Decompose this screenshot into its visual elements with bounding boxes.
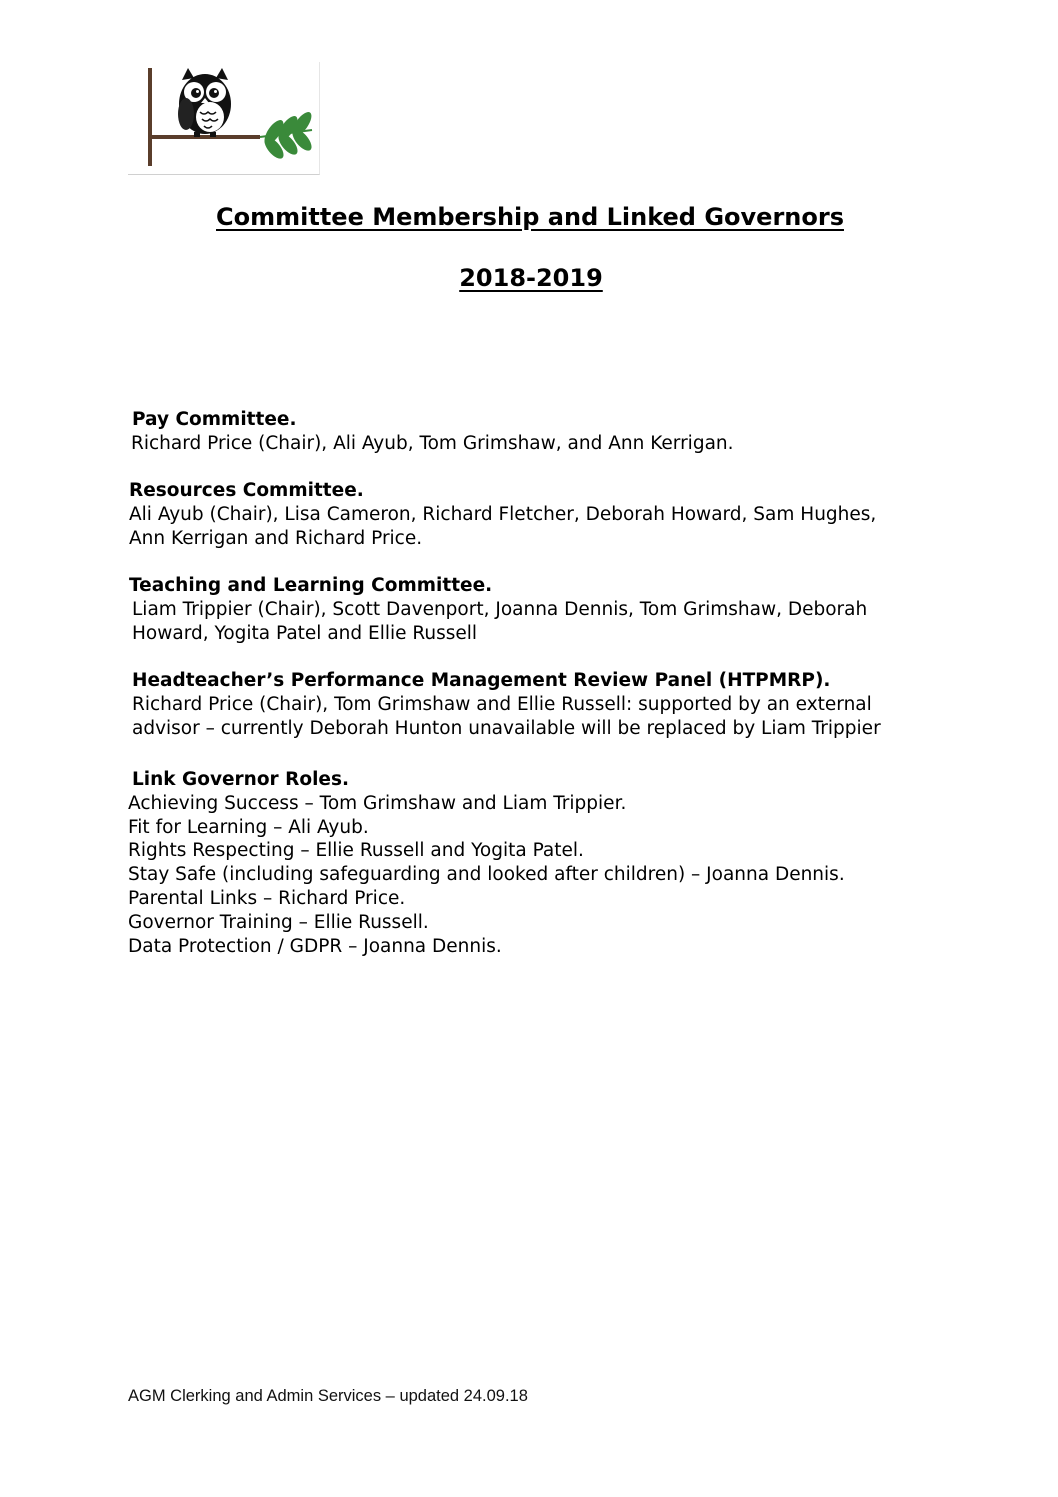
page-footer: AGM Clerking and Admin Services – updated 24.09.18 — [128, 1387, 528, 1405]
section-heading: Teaching and Learning Committee. — [129, 575, 493, 596]
pay-committee-section — [132, 408, 734, 456]
section-heading: Resources Committee. — [129, 480, 364, 501]
owl-branch-logo — [128, 62, 320, 175]
htpmrp-section — [132, 669, 881, 740]
section-line: Rights Respecting – Ellie Russell and Yogita Patel. — [128, 840, 584, 862]
section-line: Richard Price (Chair), Tom Grimshaw and Ellie Russell: supported by an external — [132, 693, 872, 715]
document-year: 2018-2019 — [459, 264, 603, 292]
section-line: advisor – currently Deborah Hunton unavailable will be replaced by Liam Trippier — [132, 717, 881, 739]
section-heading: Link Governor Roles. — [132, 769, 349, 790]
resources-committee-section — [129, 479, 876, 550]
section-line: Governor Training – Ellie Russell. — [128, 911, 429, 933]
owl-icon — [128, 62, 318, 174]
section-line: Data Protection / GDPR – Joanna Dennis. — [128, 935, 502, 957]
teaching-learning-committee-section — [129, 574, 867, 645]
section-line: Richard Price (Chair), Ali Ayub, Tom Grimshaw, and Ann Kerrigan. — [131, 432, 734, 454]
section-line: Stay Safe (including safeguarding and looked after children) – Joanna Dennis. — [128, 864, 845, 886]
link-governor-roles-section — [128, 768, 845, 958]
section-heading: Headteacher’s Performance Management Review Panel (HTPMRP). — [132, 670, 831, 691]
document-title: Committee Membership and Linked Governors — [216, 203, 844, 231]
section-line: Ali Ayub (Chair), Lisa Cameron, Richard Fletcher, Deborah Howard, Sam Hughes, — [129, 503, 877, 525]
section-line: Ann Kerrigan and Richard Price. — [129, 527, 423, 549]
section-heading: Pay Committee. — [132, 409, 297, 430]
section-line: Achieving Success – Tom Grimshaw and Liam Trippier. — [128, 792, 627, 814]
section-line: Howard, Yogita Patel and Ellie Russell — [132, 622, 478, 644]
section-line: Fit for Learning – Ali Ayub. — [128, 816, 369, 838]
section-line: Liam Trippier (Chair), Scott Davenport, Joanna Dennis, Tom Grimshaw, Deborah — [132, 598, 868, 620]
section-line: Parental Links – Richard Price. — [128, 887, 406, 909]
